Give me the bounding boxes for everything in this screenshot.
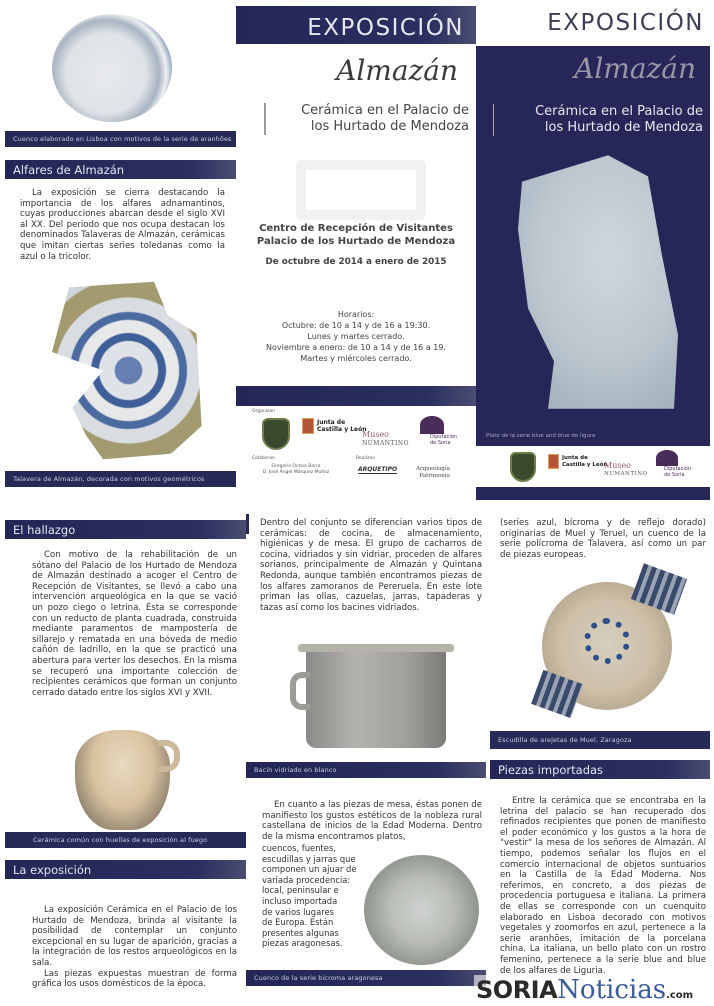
- subtitle-line-1: Cerámica en el Palacio de: [301, 103, 469, 118]
- hours-block: [236, 309, 476, 364]
- caption-escudilla: Escudilla de arejetas de Muel, Zaragoza: [490, 731, 710, 749]
- logo-almazan-crest: [262, 418, 290, 450]
- text-table-pieces: En cuanto a las piezas de mesa, éstas ponen de manifiesto los gustos estéticos de la nobleza rural castellana de inicios de la Edad Moderna. Dentro de la misma encontramos platos,: [262, 800, 482, 842]
- logo-diputacion-line1: Diputación: [430, 434, 457, 440]
- collaborator-line-1: Gregorio Ochoa Barra: [271, 464, 321, 469]
- photo-common-jug: [75, 730, 170, 830]
- junta-crest-icon: [302, 418, 314, 434]
- venue-line-2: Palacio de los Hurtado de Mendoza: [256, 236, 456, 247]
- cover-logo-museo-line1: Museo: [604, 461, 631, 470]
- caption-lisbon-bowl: Cuenco elaborado en Lisboa con motivos de la serie de aranhões: [5, 131, 236, 147]
- section-text-exposicion: La exposición Cerámica en el Palacio de los Hurtado de Mendoza, brinda al visitante la posibilidad de contemplar un conjunto excepcional en su lugar de aparición, gracias a la integración de los restos arqueológicos en la sala. Las piezas expuestas muestran de forma gráfica los usos domésticos de la época.: [32, 905, 237, 990]
- panel-bottom-left: [0, 500, 246, 1006]
- photo-talavera-plate: [35, 278, 205, 463]
- organizers-label: Organizan: [252, 409, 276, 414]
- hours-line-3: Noviembre a enero: de 10 a 14 y de 16 a 19.: [266, 343, 446, 352]
- cover-logo-junta-line2: Castilla y León: [562, 461, 608, 468]
- logo-diputacion: [420, 416, 457, 446]
- cover-logo-museo-line2: NUMANTINO: [604, 471, 648, 477]
- exhibition-dates: De octubre de 2014 a enero de 2015: [265, 257, 447, 267]
- caption-bacin: Bacín vidriado en blanco: [246, 762, 486, 778]
- cover-navy-block: [476, 46, 710, 446]
- cover-logo-almazan-crest: [510, 452, 536, 482]
- section-text-alfares: La exposición se cierra destacando la importancia de los alfares adnamantinos, cuyas producciones abarcan desde el siglo XVI al XX. Del periodo que nos ocupa destacan los denominados Talaveras de Almazán, cerámicas que imitan ciertas series toledanas como la azul o la tricolor.: [20, 188, 225, 262]
- bacin-rim: [298, 644, 454, 652]
- venue-block: [236, 222, 476, 248]
- section-title-alfares: Alfares de Almazán: [5, 160, 236, 179]
- photo-portrait-plate: [498, 150, 698, 414]
- watermark-soria: SORIA: [476, 976, 558, 1004]
- cover-subtitle-block: [493, 104, 703, 136]
- sponsors-label: Realizan: [356, 456, 375, 461]
- sorianoticias-watermark: [474, 975, 695, 1005]
- caption-common-jug: Cerámica común con huellas de exposición al fuego: [5, 832, 246, 848]
- section-title-importadas: Piezas importadas: [490, 760, 710, 779]
- logo-arqueologia: [416, 466, 450, 480]
- cover-photo-caption: Plato de la serie blue and blue de ligure: [486, 433, 596, 439]
- collaborator-line-2: D. José Ángel Márquez Muñoz: [262, 470, 330, 475]
- cover-logo-diputacion-line2: de Soria: [664, 472, 685, 478]
- section-title-hallazgo: El hallazgo: [5, 520, 246, 539]
- logo-arqueologia-line1: Arqueología: [416, 466, 450, 472]
- section-text-importadas: Entre la cerámica que se encontraba en la letrina del palacio se han recuperado dos refinados recipientes que ponen de manifiesto el poder económico y los gustos a la hora de "vestir" la mesa de los señores de Almazán. Al tiempo, podemos señalar los flujos en el comercio internacional de objetos suntuarios en la Castilla de la Edad Moderna. Nos referimos, en concreto, a dos piezas de procedencia portuguesa e italiana. La primera de ellas se corresponde con un cuenquito elaborado en Lisboa decorado con motivos vegetales y zoomorfos en azul, pertenece a la serie aranhões, imitación de la porcelana china. La italiana, un bello plato con un rostro femenino, pertenece a la serie blue and blue de los alfares de Liguria.: [500, 796, 706, 976]
- logo-diputacion-line2: de Soria: [430, 440, 451, 446]
- script-title: Almazán: [336, 54, 458, 87]
- caption-aragonese-bowl: Cuenco de la serie bicroma aragonesa: [246, 970, 486, 986]
- photo-aragonese-bowl: [364, 855, 479, 965]
- watermark-noticias: Noticias: [557, 975, 667, 1005]
- panel-top-middle: [236, 0, 476, 500]
- logo-museo-line2: NUMANTINO: [362, 440, 410, 447]
- subtitle-block: [264, 103, 469, 135]
- text-series: (series azul, bícroma y de reflejo dorado) originarias de Muel y Teruel, un cuenco de la serie polícroma de Talavera, así como un par de piezas europeas.: [500, 518, 706, 560]
- panel-top-right: [476, 0, 714, 500]
- cover-junta-crest-icon: [548, 454, 559, 469]
- logo-junta: [302, 418, 367, 434]
- cover-bottom-band: [476, 487, 710, 500]
- section-title-exposicion: La exposición: [5, 860, 246, 879]
- text-table-pieces-wrap: cuencos, fuentes, escudillas y jarras que componen un ajuar de variada procedencia: local, peninsular e incluso importada de varios lugares de Europa. Están presentes algunas piezas aragonesas.: [262, 843, 357, 949]
- venue-line-1: Centro de Recepción de Visitantes: [259, 223, 453, 234]
- bacin-handle: [290, 672, 310, 710]
- logo-arqueologia-line2: Patrimonio: [419, 473, 450, 479]
- diputacion-icon: [420, 416, 444, 434]
- pot-watermark: [296, 160, 426, 220]
- logo-junta-line2: Castilla y León: [317, 426, 367, 433]
- edge-marker-1: [246, 514, 249, 534]
- watermark-com: .com: [666, 990, 694, 1001]
- logo-museo-line1: Museo: [362, 430, 389, 439]
- cover-logo-museo: [604, 462, 648, 478]
- cover-logo-diputacion: [656, 450, 691, 478]
- cover-subtitle-line-1: Cerámica en el Palacio de: [535, 104, 703, 119]
- panel-bottom-middle: [246, 500, 486, 1006]
- hours-line-4: Martes y miércoles cerrado.: [300, 354, 412, 363]
- heading-band: [236, 6, 476, 44]
- hours-line-1: Octubre: de 10 a 14 y de 16 a 19:30.: [281, 321, 431, 330]
- jug-handle: [158, 740, 180, 772]
- photo-lisbon-bowl: [52, 14, 172, 122]
- logo-arquetipo: ARQUETIPO: [358, 466, 398, 473]
- photo-bacin: [306, 648, 446, 748]
- collaborators-label: Colaboran: [252, 456, 275, 461]
- logo-junta-line1: Junta de: [317, 419, 346, 426]
- logo-museo-numantino: [362, 430, 409, 448]
- heading-exposicion: EXPOSICIÓN: [307, 15, 464, 41]
- panel-bottom-right: [486, 500, 714, 1006]
- cover-logo-diputacion-line1: Diputación: [664, 466, 691, 472]
- hours-title: Horarios:: [337, 310, 375, 319]
- cover-heading: EXPOSICIÓN: [547, 10, 704, 36]
- collaborators-names: [246, 464, 346, 476]
- caption-talavera-plate: Talavera de Almazán, decorada con motivos geométricos: [5, 471, 236, 487]
- panel-top-left: [0, 0, 236, 500]
- cover-logo-junta-line1: Junta de: [562, 454, 588, 461]
- subtitle-line-2: los Hurtado de Mendoza: [310, 119, 469, 134]
- cover-subtitle-line-2: los Hurtado de Mendoza: [544, 120, 703, 135]
- escudilla-flower: [584, 618, 630, 664]
- cover-logo-junta: [548, 454, 607, 469]
- text-ceramic-types: Dentro del conjunto se diferencian varios tipos de cerámicas: de cocina, de almacenamiento, higiénicas y de mesa. El grupo de cacharros de cocina, vidriados y sin vidriar, proceden de alfares sorianos, principalmente de Almazán y Quintana Redonda, aunque también encontramos piezas de los alfares zamoranos de Pereruela. En este lote priman las ollas, cazuelas, jarras, tapaderas y tazas así como los bacines vidriados.: [260, 518, 482, 613]
- divider-band: [236, 386, 476, 406]
- cover-script-title: Almazán: [574, 52, 696, 85]
- section-text-hallazgo: Con motivo de la rehabilitación de un sótano del Palacio de los Hurtado de Mendoza de Almazán destinado a acoger el Centro de Recepción de Visitantes, se llevó a cabo una intervención arqueológica en la que se vació un pozo ciego o letrina. Ésta se corresponde con un reducto de planta cuadrada, construida mediante paramentos de mampostería de sillarejo y rematada en una bóveda de medio cañón de ladrillo, en la que se practicó una abertura para verter los desechos. En la misma se recuperó una importante colección de recipientes cerámicos que forman un conjunto cerrado datado entre los siglos XVI y XVII.: [32, 550, 237, 698]
- cover-diputacion-icon: [656, 450, 678, 466]
- hours-line-2: Lunes y martes cerrado.: [307, 332, 405, 341]
